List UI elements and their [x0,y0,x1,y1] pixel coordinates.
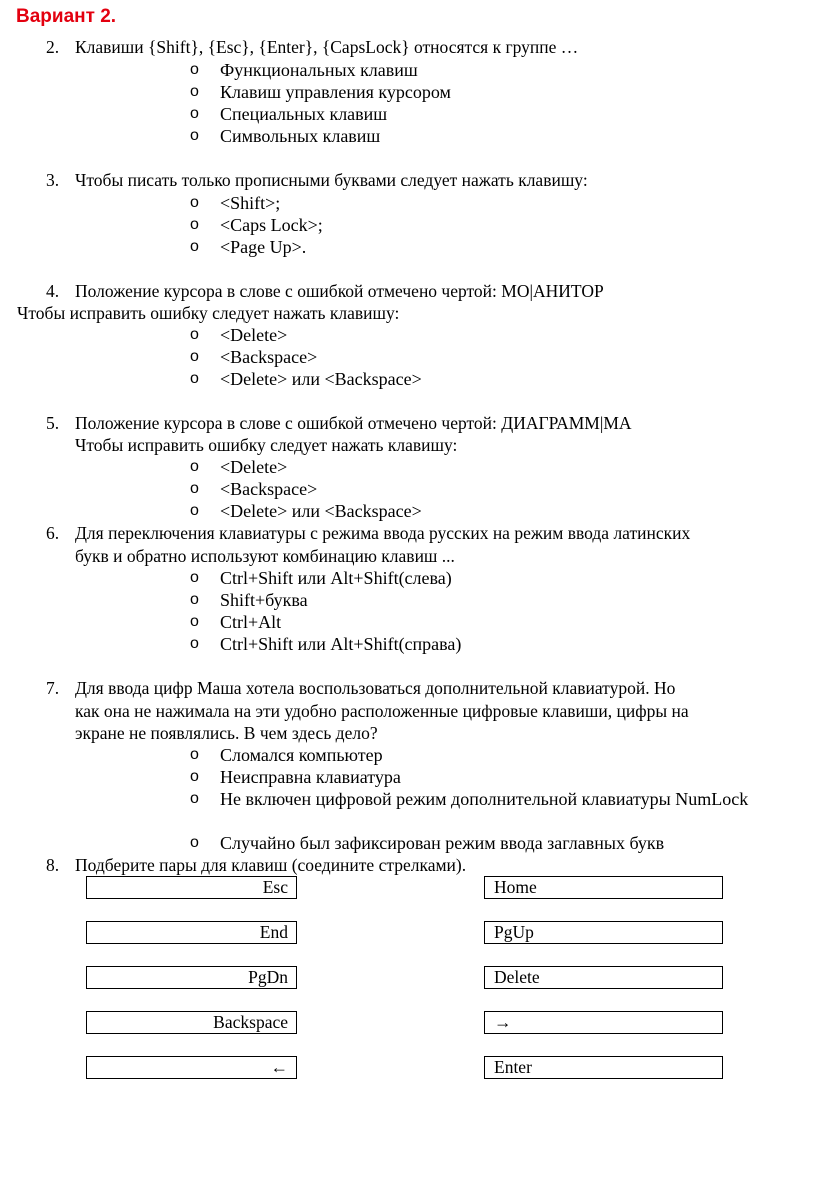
option-label: <Delete> или <Backspace> [220,369,422,389]
key-box-right[interactable]: Home [484,876,723,899]
key-box-left[interactable]: Backspace [86,1011,297,1034]
bullet-icon: o [190,348,199,365]
question-text: Чтобы писать только прописными буквами следует нажать клавишу: [75,170,588,190]
question-text: Положение курсора в слове с ошибкой отмечено чертой: ДИАГРАММ|МА [75,413,632,433]
option-label: <Delete> или <Backspace> [220,501,422,521]
question-text-line: экране не появлялись. В чем здесь дело? [75,723,378,743]
bullet-icon: o [190,613,199,630]
option-label: Символьных клавиш [220,126,381,146]
question-number: 4. [46,281,60,301]
option-label: Сломался компьютер [220,745,383,765]
question-number: 6. [46,523,60,543]
option-label: Не включен цифровой режим дополнительной клавиатуры NumLock [220,789,749,809]
bullet-icon: o [190,834,199,851]
option-label: Клавиш управления курсором [220,82,451,102]
option-label: Функциональных клавиш [220,60,418,80]
option-label: <Caps Lock>; [220,215,323,235]
question-text: Подберите пары для клавиш (соедините стрелками). [75,855,467,875]
key-box-right[interactable]: PgUp [484,921,723,944]
bullet-icon: o [190,83,199,100]
bullet-icon: o [190,194,199,211]
bullet-icon: o [190,790,199,807]
question-number: 8. [46,855,60,875]
option-label: Специальных клавиш [220,104,388,124]
bullet-icon: o [190,569,199,586]
option-label: Неисправна клавиатура [220,767,401,787]
question-number: 5. [46,413,60,433]
bullet-icon: o [190,746,199,763]
key-box-right[interactable]: Delete [484,966,723,989]
question-number: 2. [46,37,60,57]
key-box-right[interactable]: Enter [484,1056,723,1079]
key-box-left[interactable]: End [86,921,297,944]
option-label: Ctrl+Shift или Alt+Shift(справа) [220,634,462,654]
bullet-icon: o [190,458,199,475]
question-text: Клавиши {Shift}, {Esc}, {Enter}, {CapsLock} относятся к группе … [75,37,579,57]
bullet-icon: o [190,61,199,78]
variant-title: Вариант 2. [16,6,117,27]
question-text-line: как она не нажимала на эти удобно расположенные цифровые клавиши, цифры на [75,701,689,721]
key-box-left[interactable]: ← [86,1056,297,1079]
option-label: <Backspace> [220,347,318,367]
question-text-line: Чтобы исправить ошибку следует нажать клавишу: [75,435,458,455]
question-number: 3. [46,170,60,190]
option-label: <Delete> [220,325,288,345]
bullet-icon: o [190,326,199,343]
question-text: Положение курсора в слове с ошибкой отмечено чертой: МО|АНИТОР [75,281,604,301]
bullet-icon: o [190,635,199,652]
option-label: <Delete> [220,457,288,477]
key-box-right[interactable]: → [484,1011,723,1034]
bullet-icon: o [190,480,199,497]
question-text: Для переключения клавиатуры с режима ввода русских на режим ввода латинских [75,523,691,543]
key-box-left[interactable]: PgDn [86,966,297,989]
option-label: Shift+буква [220,590,308,610]
key-box-left[interactable]: Esc [86,876,297,899]
question-text: Для ввода цифр Маша хотела воспользоваться дополнительной клавиатурой. Но [75,678,676,698]
option-label: Ctrl+Shift или Alt+Shift(слева) [220,568,452,588]
option-label: Случайно был зафиксирован режим ввода заглавных букв [220,833,665,853]
bullet-icon: o [190,216,199,233]
bullet-icon: o [190,127,199,144]
question-text-line: Чтобы исправить ошибку следует нажать клавишу: [17,303,400,323]
bullet-icon: o [190,768,199,785]
option-label: <Page Up>. [220,237,307,257]
bullet-icon: o [190,370,199,387]
option-label: <Shift>; [220,193,281,213]
question-text-line: букв и обратно используют комбинацию клавиш ... [75,546,455,566]
bullet-icon: o [190,105,199,122]
bullet-icon: o [190,591,199,608]
question-number: 7. [46,678,60,698]
option-label: <Backspace> [220,479,318,499]
bullet-icon: o [190,238,199,255]
bullet-icon: o [190,502,199,519]
option-label: Ctrl+Alt [220,612,282,632]
